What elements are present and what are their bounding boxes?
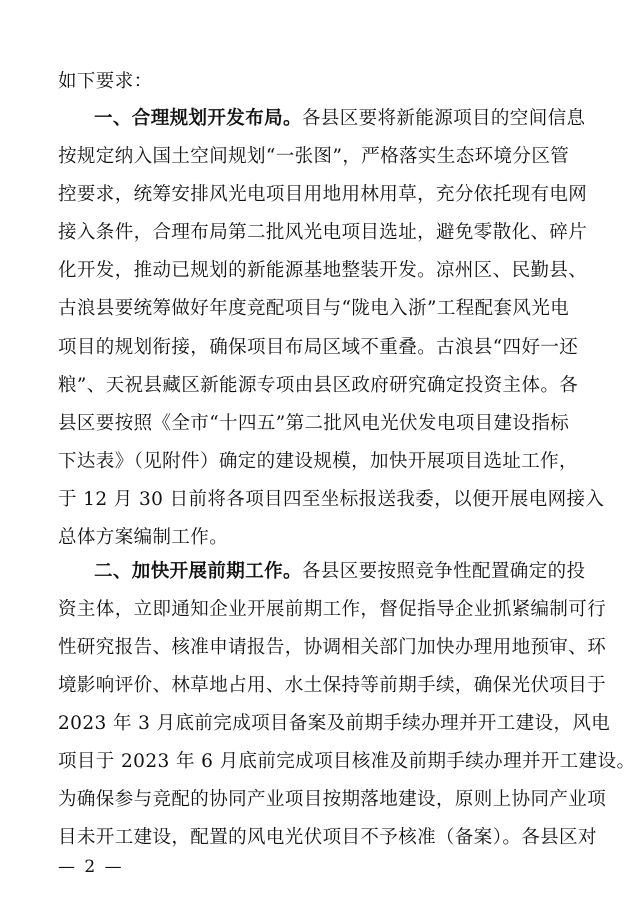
intro-text: 如下要求：: [58, 71, 153, 92]
section2-line: 项目于 2023 年 6 月底前完成项目核准及前期手续办理并开工建设。: [58, 751, 636, 772]
section2-heading: 二、加快开展前期工作。: [94, 561, 302, 582]
section1-line: 化开发，推动已规划的新能源基地整装开发。凉州区、民勤县、: [58, 260, 588, 281]
section2-first-line-text: 各县区要按照竞争性配置确定的投: [301, 561, 586, 582]
section2-line: 为确保参与竞配的协同产业项目按期落地建设，原则上协同产业项: [58, 789, 607, 810]
section2-line: 资主体，立即通知企业开展前期工作，督促指导企业抓紧编制可行: [58, 599, 607, 620]
section2-line: 2023 年 3 月底前完成项目备案及前期手续办理并开工建设，风电: [58, 713, 611, 734]
section1-first-line-text: 各县区要将新能源项目的空间信息: [301, 108, 586, 129]
section1-line: 总体方案编制工作。: [58, 527, 229, 548]
section2-line: 性研究报告、核准申请报告，协调相关部门加快办理用地预审、环: [58, 637, 607, 658]
section2-first-line: [94, 560, 585, 584]
section1-first-line: [94, 107, 585, 131]
section1-line: 下达表》（见附件）确定的建设规模，加快开展项目选址工作，: [58, 451, 578, 472]
section1-line: 按规定纳入国土空间规划“一张图”，严格落实生态环境分区管: [58, 146, 570, 167]
page-number: — 2 —: [58, 857, 124, 877]
section1-line: 控要求，统筹安排风光电项目用地用林用草，充分依托现有电网: [58, 184, 588, 205]
section1-line: 县区要按照《全市“十四五”第二批风电光伏发电项目建设指标: [58, 413, 570, 434]
section2-line: 目未开工建设，配置的风电光伏项目不予核准（备案）。各县区对: [58, 827, 597, 848]
section1-line: 粮”、天祝县藏区新能源专项由县区政府研究确定投资主体。各: [58, 375, 579, 396]
section1-line: 古浪县要统筹做好年度竞配项目与“陇电入浙”工程配套风光电: [58, 298, 570, 319]
section1-heading: 一、合理规划开发布局。: [94, 108, 302, 129]
section1-line: 项目的规划衔接，确保项目布局区域不重叠。古浪县“四好一还: [58, 337, 579, 358]
section1-line: 接入条件，合理布局第二批风光电项目选址，避免零散化、碎片: [58, 222, 588, 243]
section1-line: 于 12 月 30 日前将各项目四至坐标报送我委，以便开展电网接入: [58, 489, 605, 510]
section2-line: 境影响评价、林草地占用、水土保持等前期手续，确保光伏项目于: [58, 675, 607, 696]
